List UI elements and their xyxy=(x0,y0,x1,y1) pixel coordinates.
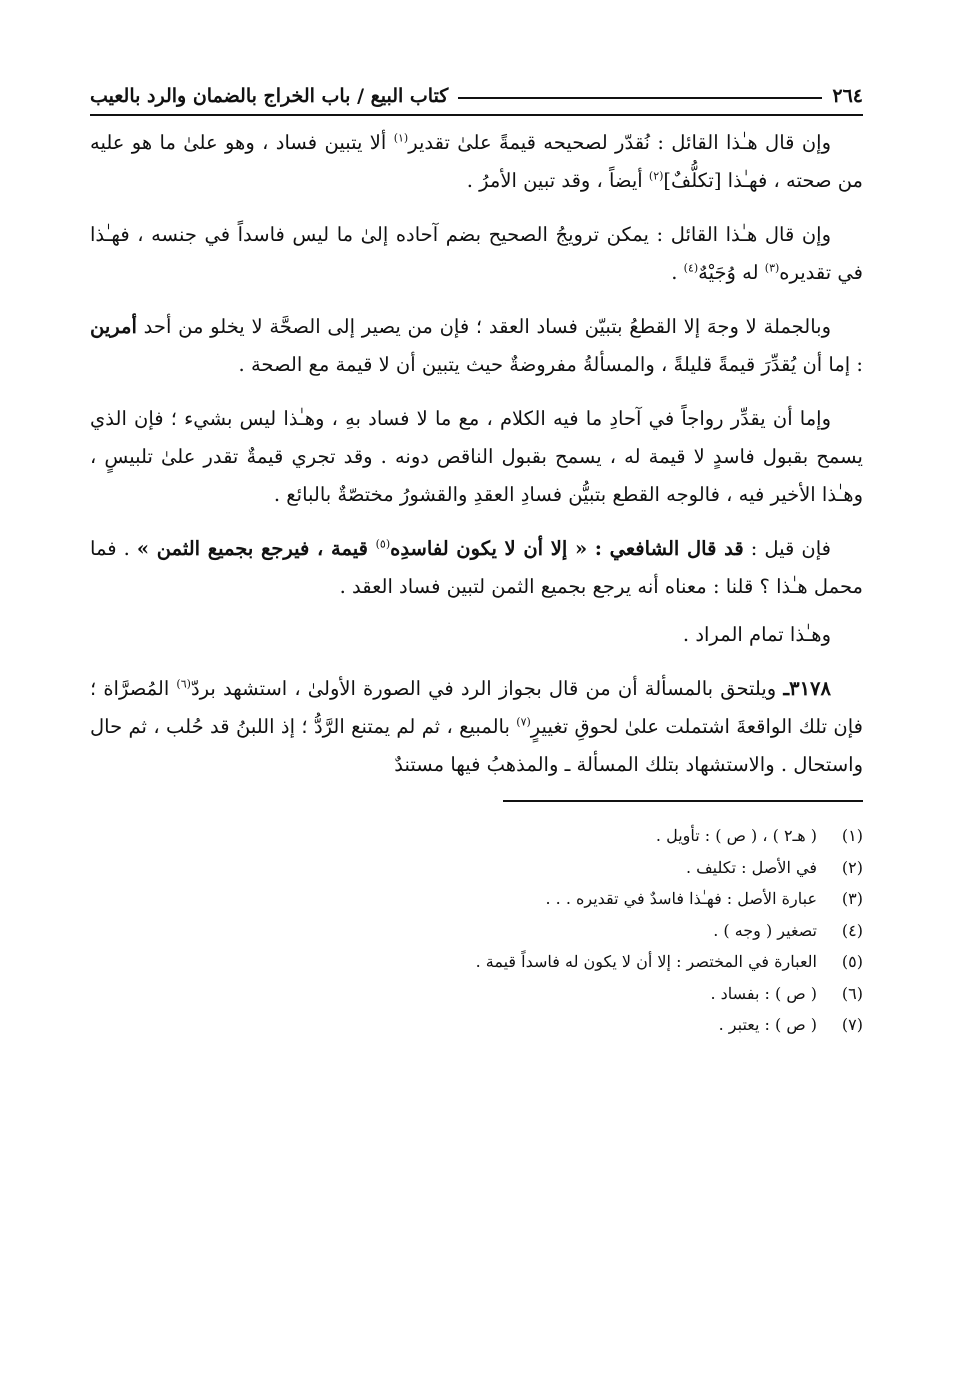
page-number: ٢٦٤ xyxy=(832,85,863,107)
footnote-separator xyxy=(503,800,863,802)
footnote-item: (١) ( هـ٢ ) ، ( ص ) : تأويل . xyxy=(655,826,863,845)
footnote-ref-5: (٥) xyxy=(375,537,391,551)
header-rule xyxy=(458,97,822,99)
footnote-ref-4: (٤) xyxy=(683,261,699,275)
footnote-ref-1: (١) xyxy=(393,131,409,145)
issue-number: ٣١٧٨ـ xyxy=(783,677,831,700)
footnote-item: (٤) تصغير ( وجه ) . xyxy=(713,920,863,940)
running-title: كتاب البيع / باب الخراج بالضمان والرد بالعيب xyxy=(90,85,449,107)
paragraph-4: وإما أن يقدِّر رواجاً في آحادِ ما فيه الكلام ، مع ما لا فساد بهِ ، وهـٰذا ليس بشيء ؛ فإن الذي يسمح بقبول فاسدٍ لا قيمة له ، يسمح بقبول الناقص دونه . وقد تجري قيمةٌ تقدر علىٰ تلبيسٍ ، وهـٰذا الأخير فيه ، فالوجه القطع بتبيُّن فسادِ العقدِ والقشورُ مختصّةٌ بالبائع . xyxy=(90,407,863,506)
footnote-ref-7: (٧) xyxy=(516,715,531,729)
paragraph-1: وإن قال هـٰذا القائل : نُقدّر لصحيحه قيمةً علىٰ تقدير$^{(١)}$ ألا يتبين فساد ، وهو علىٰ ما هو عليه من صحته ، فهـٰذا [تكلُّفٌ]$^{(٢)}$ أيضاً ، وقد تبين الأمرُ . xyxy=(90,131,863,192)
footnote-ref-2: (٢) xyxy=(648,169,664,183)
footnote-ref-6: (٦) xyxy=(176,677,191,691)
paragraph-6: وهـٰذا تمام المراد . xyxy=(682,623,831,646)
footnote-item: (٣) عبارة الأصل : فهـٰذا فاسدٌ في تقديره . . . xyxy=(545,889,863,908)
footnote-item: (٥) العبارة في المختصر : إلا أن لا يكون له فاسداً قيمة . xyxy=(475,952,863,971)
footnote-item: (٢) في الأصل : تكليف . xyxy=(685,857,863,877)
footnote-item: (٧) ( ص ) : يعتبر . xyxy=(718,1015,863,1034)
footnotes xyxy=(90,820,863,1041)
footnote-ref-3: (٣) xyxy=(764,261,780,275)
paragraph-2: وإن قال هـٰذا القائل : يمكن ترويجُ الصحيح بضم آحاده إلىٰ ما ليس فاسداً في جنسه ، فهـٰذا في تقديره$^{(٣)}$ له وُجَيْهٌ$^{(٤)}$ . xyxy=(90,223,863,284)
paragraph-5: فإن قيل : قد قال الشافعي : « إلا أن لا يكون لفاسدِه$^{(٥)}$ قيمة ، فيرجع بجميع الثمن » . فما محمل هـٰذا ؟ قلنا : معناه أنه يرجع بجميع الثمن لتبين فساد العقد . xyxy=(90,537,863,598)
footnote-item: (٦) ( ص ) : بفساد . xyxy=(710,983,863,1003)
paragraph-3: وبالجملة لا وجهَ إلا القطعُ بتبيّن فساد العقد ؛ فإن من يصير إلى الصحَّة لا يخلو من أحد أمرين : إما أن يُقدِّرَ قيمةً قليلةً ، والمسألةُ مفروضةٌ حيث يتبين أن لا قيمة مع الصحة . xyxy=(90,315,863,376)
running-header xyxy=(90,78,863,116)
shafii-quote: قد قال الشافعي : « إلا أن لا يكون لفاسدِه xyxy=(390,537,744,560)
paragraph-7: ٣١٧٨ـ ويلتحق بالمسألة أن من قال بجواز الرد في الصورة الأولىٰ ، استشهد بردّ$^{(٦)}$ المُصرَّاة ؛ فإن تلك الواقعةَ اشتملت علىٰ لحوقِ تغييرٍ$^{(٧)}$ بالمبيع ، ثم لم يمتنع الرَّدُّ ؛ إذ اللبنُ قد حُلب ، ثم حال واستحال . والاستشهاد بتلك المسألة ـ والمذهبُ فيها مستندٌ xyxy=(90,677,863,776)
